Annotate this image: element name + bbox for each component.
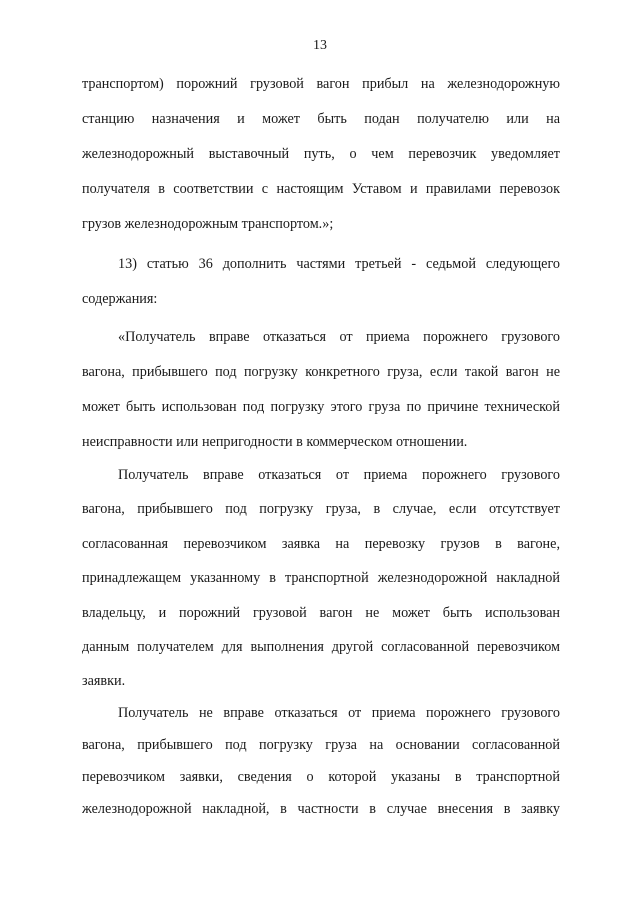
text-line: станцию назначения и может быть подан получателю или на (82, 111, 560, 127)
text-line: неисправности или непригодности в коммерческом отношении. (82, 434, 468, 450)
text-line: данным получателем для выполнения другой согласованной перевозчиком (82, 639, 560, 655)
text-line: может быть использован под погрузку этого груза по причине технической (82, 399, 560, 415)
paragraph-first-line: Получатель вправе отказаться от приема порожнего грузового (118, 467, 560, 483)
paragraph-first-line: 13) статью 36 дополнить частями третьей - седьмой следующего (118, 256, 560, 272)
text-line: железнодорожной накладной, в частности в случае внесения в заявку (82, 801, 560, 817)
text-line: транспортом) порожний грузовой вагон прибыл на железнодорожную (82, 76, 560, 92)
paragraph-first-line: «Получатель вправе отказаться от приема порожнего грузового (118, 329, 560, 345)
text-line: железнодорожный выставочный путь, о чем перевозчик уведомляет (82, 146, 560, 162)
text-line: принадлежащем указанному в транспортной железнодорожной накладной (82, 570, 560, 586)
text-line: согласованная перевозчиком заявка на перевозку грузов в вагоне, (82, 536, 560, 552)
text-line: содержания: (82, 291, 158, 307)
text-line: получателя в соответствии с настоящим Уставом и правилами перевозок (82, 181, 560, 197)
text-line: владельцу, и порожний грузовой вагон не может быть использован (82, 605, 560, 621)
text-line: перевозчиком заявки, сведения о которой указаны в транспортной (82, 769, 560, 785)
text-line: вагона, прибывшего под погрузку конкретного груза, если такой вагон не (82, 364, 560, 380)
paragraph-first-line: Получатель не вправе отказаться от приема порожнего грузового (118, 705, 560, 721)
page-number: 13 (313, 38, 327, 53)
text-line: заявки. (82, 673, 126, 689)
text-line: вагона, прибывшего под погрузку груза, в случае, если отсутствует (82, 501, 560, 517)
text-line: вагона, прибывшего под погрузку груза на основании согласованной (82, 737, 560, 753)
text-line: грузов железнодорожным транспортом.»; (82, 216, 334, 232)
